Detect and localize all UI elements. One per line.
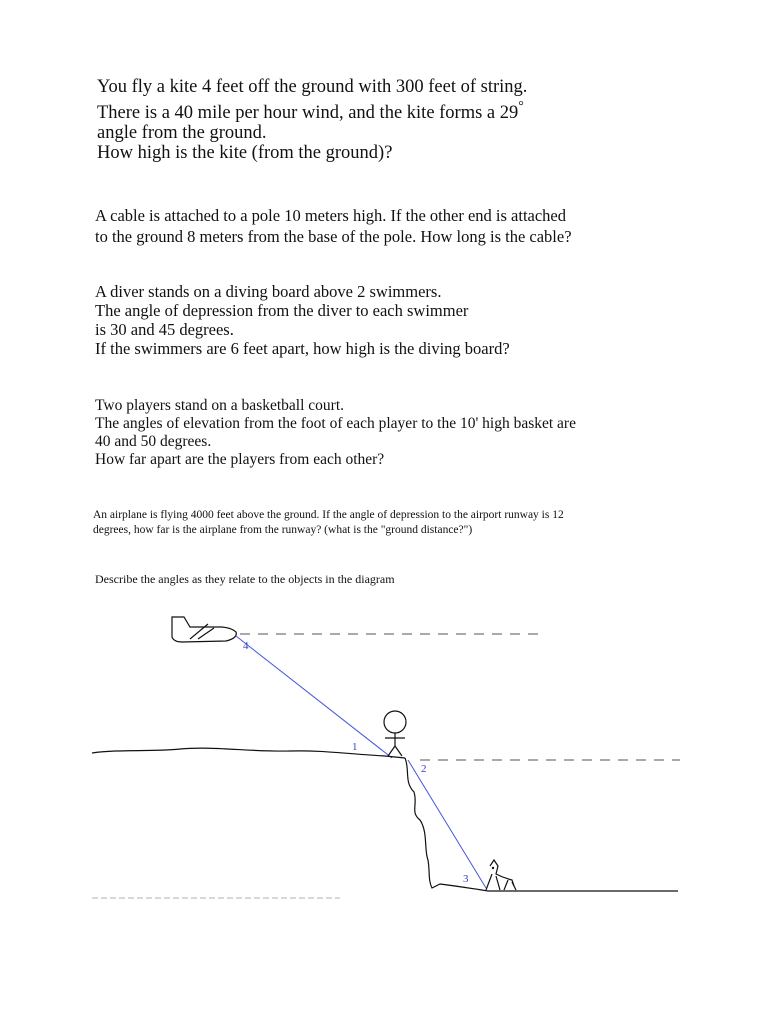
problem-line: degrees, how far is the airplane from the runway? (what is the "ground distance?") <box>93 524 473 536</box>
problem-line: Describe the angles as they relate to the objects in the diagram <box>95 572 395 586</box>
angle-label-3: 3 <box>463 873 469 885</box>
problem-line: The angles of elevation from the foot of each player to the 10' high basket are <box>95 415 576 432</box>
problem-line: How far apart are the players from each other? <box>95 451 385 468</box>
problem-line: is 30 and 45 degrees. <box>95 320 234 339</box>
angle-label-4: 4 <box>243 640 249 652</box>
sight-line-cliff-to-dog <box>408 760 486 888</box>
angle-label-2: 2 <box>421 763 427 775</box>
problem-diver <box>95 282 510 358</box>
problem-line: The angle of depression from the diver to each swimmer <box>95 301 469 320</box>
problem-line: angle from the ground. <box>97 123 267 143</box>
problem-line <box>97 97 527 123</box>
degree-symbol: ° <box>518 99 524 114</box>
problem-cable <box>95 205 572 247</box>
problem-line: You fly a kite 4 feet off the ground with 300 feet of string. <box>97 77 528 97</box>
problem-line: A diver stands on a diving board above 2 swimmers. <box>95 282 442 301</box>
problem-line-text: There is a 40 mile per hour wind, and the kite forms a 29 <box>97 103 519 123</box>
dog-drawing <box>486 860 516 890</box>
sight-line-plane-to-person <box>236 636 392 758</box>
cliff-face <box>405 758 488 891</box>
problem-airplane <box>93 508 564 538</box>
problem-line: A cable is attached to a pole 10 meters high. If the other end is attached <box>95 206 566 225</box>
problem-basketball <box>95 397 576 469</box>
problem-describe-angles <box>95 572 395 587</box>
problem-line: If the swimmers are 6 feet apart, how high is the diving board? <box>95 339 510 358</box>
airplane-drawing <box>172 617 236 642</box>
problem-line: How high is the kite (from the ground)? <box>97 143 393 163</box>
problem-kite <box>97 77 527 163</box>
ground-left <box>92 748 405 758</box>
person-stick-figure <box>384 711 406 756</box>
problem-line: An airplane is flying 4000 feet above the ground. If the angle of depression to the airport runway is 12 <box>93 509 564 521</box>
problem-line: 40 and 50 degrees. <box>95 433 212 450</box>
problem-line: to the ground 8 meters from the base of the pole. How long is the cable? <box>95 227 572 246</box>
problem-line: Two players stand on a basketball court. <box>95 397 344 414</box>
angle-label-1: 1 <box>352 741 358 753</box>
